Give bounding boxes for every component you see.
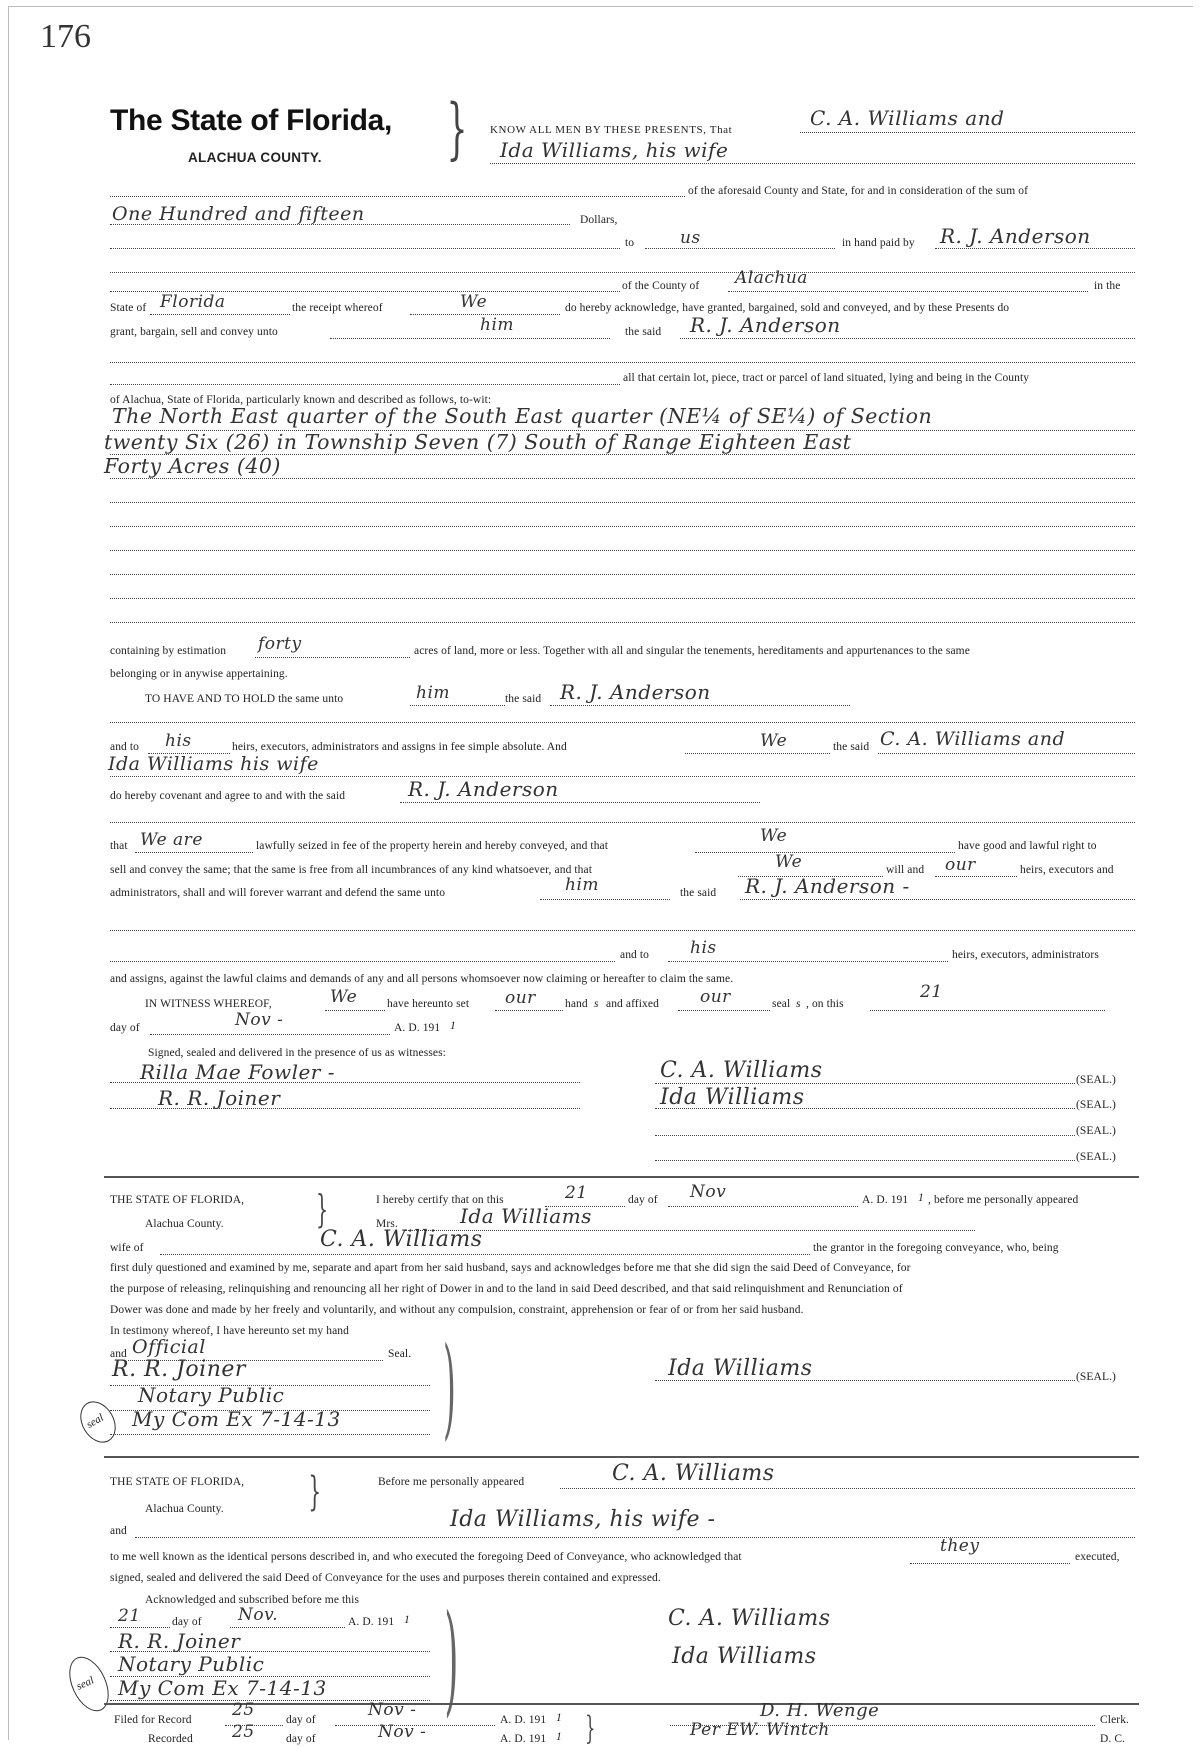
seal-label-3: (SEAL.) [1076, 1125, 1116, 1137]
signer-1: C. A. Williams [660, 1058, 823, 1083]
containing-label: containing by estimation [110, 645, 227, 657]
grantee-name: R. J. Anderson [690, 313, 841, 337]
ack-both-name-2: Ida Williams, his wife - [450, 1507, 716, 1532]
clerk-label: Clerk. [1100, 1714, 1130, 1726]
known-text: to me well known as the identical persons described in, and who executed the foregoing Deed of Conveyance, who acknowledged that [110, 1551, 742, 1563]
covenant-name: R. J. Anderson [408, 777, 559, 801]
ack-wife-month: Nov [690, 1182, 727, 1202]
dotted-line [110, 526, 1135, 527]
dotted-line [255, 657, 410, 658]
claims-text: and assigns, against the lawful claims and demands of any and all persons whomsoever now claiming or hereafter to claim the same. [110, 973, 734, 985]
ack-both-signer-1: C. A. Williams [668, 1606, 831, 1631]
ack-both-brace-right: ) [444, 1590, 459, 1729]
state-title: The State of Florida, [110, 104, 393, 137]
wife-of-label: wife of [110, 1242, 144, 1254]
dotted-line [800, 132, 1135, 133]
county-title: ALACHUA COUNTY. [188, 150, 322, 165]
ack-wife-notary-1: R. R. Joiner [112, 1357, 246, 1382]
dotted-line [490, 163, 1135, 164]
receipt-label: the receipt whereof [292, 302, 383, 314]
dotted-line [668, 961, 948, 962]
ack-wife-ad: A. D. 191 [862, 1194, 909, 1206]
to-have-label: TO HAVE AND TO HOLD the same unto [145, 693, 344, 705]
and-label: and [110, 1348, 127, 1360]
husband-name: C. A. Williams [320, 1227, 483, 1252]
paid-by-name: R. J. Anderson [940, 224, 1091, 248]
seal-label-2: (SEAL.) [1076, 1099, 1116, 1111]
ack-wife-notary-3: My Com Ex 7-14-13 [132, 1407, 341, 1431]
affixed-label: and affixed [606, 998, 659, 1010]
witness-ad-digit: 1 [450, 1020, 456, 1032]
dotted-line [110, 961, 615, 962]
covenants-name: R. J. Anderson - [745, 874, 910, 898]
dotted-line [110, 384, 620, 385]
dotted-line [870, 1010, 1105, 1011]
signed-text: Signed, sealed and delivered in the presence of us as witnesses: [148, 1047, 446, 1059]
witness-name-1: Rilla Mae Fowler - [140, 1060, 335, 1084]
of-alachua-text: of Alachua, State of Florida, particularly known and described as follows, to-wit: [110, 394, 492, 406]
dotted-line [740, 899, 1135, 900]
ack-both-day: 21 [118, 1606, 141, 1626]
seal-label-4: (SEAL.) [1076, 1151, 1116, 1163]
dotted-line [110, 248, 620, 249]
dotted-line [655, 1380, 1075, 1381]
habendum-him: him [416, 683, 451, 703]
ack-wife-seal-brace: ) [443, 1323, 456, 1451]
signer-2: Ida Williams [660, 1085, 805, 1110]
habendum-the-said2: the said [833, 741, 870, 753]
dotted-line [135, 1537, 1135, 1538]
dotted-line [110, 822, 1135, 823]
ack-both-state: THE STATE OF FLORIDA, [110, 1476, 245, 1488]
dotted-line [330, 338, 610, 339]
dotted-line [910, 1563, 1070, 1564]
hand-s: s [594, 998, 599, 1010]
mrs-label: Mrs. [376, 1218, 398, 1230]
dotted-line [230, 1627, 345, 1628]
consideration-amount: One Hundred and fifteen [112, 203, 365, 225]
ack-wife-seal-label: (SEAL.) [1076, 1371, 1116, 1383]
ack-wife-para-2: the purpose of releasing, relinquishing and renouncing all her right of Dower in and to the land in said Deed described, and that said relinquishment and Renunciation of [110, 1283, 903, 1295]
section-divider [104, 1456, 1139, 1458]
ack-both-name-1: C. A. Williams [612, 1461, 775, 1486]
ack-both-month: Nov. [238, 1605, 279, 1625]
ack-wife-brace: } [316, 1187, 329, 1231]
ack-wife-para-1: first duly questioned and examined by me, separate and apart from her said husband, says and acknowledges before me that she did sign the said Deed of Conveyance, for [110, 1262, 911, 1274]
paid-by-label: in hand paid by [842, 237, 915, 249]
ack-both-ad: A. D. 191 [348, 1616, 395, 1628]
stamp-text: seal [74, 1674, 96, 1693]
land-intro: all that certain lot, piece, tract or parcel of land situated, lying and being in the County [623, 372, 1030, 384]
dotted-line [400, 802, 760, 803]
grantors-line2: Ida Williams, his wife [500, 138, 729, 162]
official-text: Official [132, 1336, 206, 1358]
before-appeared-label: , before me personally appeared [928, 1194, 1079, 1206]
stamp-text: seal [84, 1411, 106, 1431]
ack-both-brace: } [308, 1469, 322, 1515]
dotted-line [110, 598, 1135, 599]
dotted-line [150, 1034, 390, 1035]
ack-wife-state: THE STATE OF FLORIDA, [110, 1194, 245, 1206]
land-desc-line3: Forty Acres (40) [104, 454, 281, 478]
dotted-line [655, 1083, 1075, 1084]
ack-both-notary-3: My Com Ex 7-14-13 [118, 1676, 327, 1700]
dotted-line [540, 899, 670, 900]
sell-text: sell and convey the same; that the same is free from all incumbrances of any kind whatsoever, and that [110, 864, 593, 876]
right-text: have good and lawful right to [958, 840, 1097, 852]
dotted-line [405, 1230, 975, 1231]
ack-both-signed: signed, sealed and delivered the said Deed of Conveyance for the uses and purposes therein contained and expressed. [110, 1572, 661, 1584]
him-value: him [480, 315, 515, 335]
habendum-his: his [165, 731, 192, 751]
dotted-line [550, 705, 850, 706]
heirs-text: heirs, executors, administrators and assigns in fee simple absolute. And [232, 741, 567, 753]
dotted-line [135, 852, 253, 853]
consideration-text: of the aforesaid County and State, for and in consideration of the sum of [688, 185, 1029, 197]
executed-label: executed, [1075, 1551, 1120, 1563]
witness-our2: our [700, 987, 731, 1007]
witness-month: Nov - [235, 1010, 284, 1030]
rec-day: 25 [232, 1722, 255, 1742]
dollars-label: Dollars, [580, 214, 618, 226]
acres-text: acres of land, more or less. Together with all and singular the tenements, hereditaments and appurtenances to the same [414, 645, 970, 657]
know-all-text: KNOW ALL MEN BY THESE PRESENTS, That [490, 124, 733, 136]
dotted-line [668, 1206, 858, 1207]
seal-label: seal [772, 998, 791, 1010]
they-value: they [940, 1536, 980, 1556]
ack-both-day-of: day of [172, 1616, 202, 1628]
dotted-line [110, 1082, 580, 1083]
dotted-line [935, 248, 1135, 249]
in-the-label: in the [1094, 280, 1121, 292]
section-divider [104, 1703, 1139, 1705]
seized-text: lawfully seized in fee of the property herein and hereby conveyed, and that [256, 840, 609, 852]
covenants-and-to: and to [620, 949, 650, 961]
covenants-the-said: the said [680, 887, 717, 899]
day-of-label: day of [110, 1022, 140, 1034]
on-this-label: , on this [806, 998, 844, 1010]
covenants-our: our [945, 855, 976, 875]
filed-ad-digit: 1 [556, 1712, 562, 1724]
habendum-the-said: the said [505, 693, 542, 705]
covenants-heirs2: heirs, executors, administrators [952, 949, 1099, 961]
dotted-line [110, 722, 1135, 723]
we-value: We [460, 292, 488, 312]
state-label: State of [110, 302, 147, 314]
dotted-line [110, 502, 1135, 503]
filed-month: Nov - [368, 1700, 417, 1720]
the-said-label: the said [625, 326, 662, 338]
filed-day-of: day of [286, 1714, 316, 1726]
witness-we: We [330, 987, 358, 1007]
ack-wife-day: 21 [565, 1183, 588, 1203]
dotted-line [110, 1108, 580, 1109]
dotted-line [410, 705, 505, 706]
dotted-line [695, 852, 955, 853]
covenants-him: him [565, 875, 600, 895]
dotted-line [110, 196, 685, 197]
filed-label: Filed for Record [114, 1714, 192, 1726]
belonging-text: belonging or in anywise appertaining. [110, 668, 288, 680]
covenant-label: do hereby covenant and agree to and with the said [110, 790, 346, 802]
dotted-line [655, 1135, 1075, 1136]
have-set-label: have hereunto set [387, 998, 470, 1010]
ack-wife-para-3: Dower was done and made by her freely and voluntarily, and without any compulsion, constraint, apprehension or fear of or from her said husband. [110, 1304, 804, 1316]
dotted-line [655, 1108, 1075, 1109]
dotted-line [110, 550, 1135, 551]
ack-both-notary-1: R. R. Joiner [118, 1629, 241, 1653]
ack-wife-notary-2: Notary Public [138, 1383, 285, 1407]
ack-wife-signer: Ida Williams [668, 1356, 813, 1381]
we-are-value: We are [140, 830, 203, 850]
dotted-line [160, 1254, 810, 1255]
habendum-we: We [760, 731, 788, 751]
administrators-text: administrators, shall and will forever warrant and defend the same unto [110, 887, 446, 899]
dotted-line [685, 753, 830, 754]
habendum-grantors1: C. A. Williams and [880, 728, 1066, 750]
state-value: Florida [160, 292, 226, 312]
habendum-grantors2: Ida Williams his wife [108, 753, 319, 775]
dotted-line [110, 362, 1135, 363]
filing-brace: } [585, 1709, 596, 1747]
dotted-line [645, 248, 835, 249]
habendum-name: R. J. Anderson [560, 680, 711, 704]
rec-ad: A. D. 191 [500, 1733, 547, 1745]
dc-label: D. C. [1100, 1733, 1126, 1745]
rec-month: Nov - [378, 1722, 427, 1742]
county-value: Alachua [735, 268, 808, 288]
ack-both-and: and [110, 1525, 127, 1537]
land-desc-line1: The North East quarter of the South East quarter (NE¼ of SE¼) of Section [112, 404, 933, 428]
ack-both-signer-2: Ida Williams [672, 1644, 817, 1669]
dotted-line [935, 876, 1017, 877]
grant-label: grant, bargain, sell and convey unto [110, 326, 278, 338]
clerk-name: D. H. Wenge [760, 1700, 880, 1721]
witness-day: 21 [920, 982, 943, 1002]
section-divider [104, 1176, 1139, 1178]
before-me-label: Before me personally appeared [378, 1476, 525, 1488]
ack-wife-day-of: day of [628, 1194, 658, 1206]
dc-name: Per EW. Wintch [690, 1720, 830, 1740]
dotted-line [878, 753, 1135, 754]
mrs-name: Ida Williams [460, 1204, 592, 1228]
dotted-line [655, 1160, 1075, 1161]
rec-day-of: day of [286, 1733, 316, 1745]
seal-s: s [796, 998, 801, 1010]
dotted-line [495, 1010, 563, 1011]
dotted-line [110, 776, 1135, 777]
hand-label: hand [565, 998, 588, 1010]
filed-day: 25 [232, 1700, 255, 1720]
acknowledge-text: do hereby acknowledge, have granted, bargained, sold and conveyed, and by these Presents do [565, 302, 1010, 314]
ack-wife-county: Alachua County. [145, 1218, 224, 1230]
will-and-label: will and [886, 864, 925, 876]
dotted-line [325, 1010, 385, 1011]
dotted-line [110, 574, 1135, 575]
dotted-line [728, 291, 1088, 292]
and-to-label: and to [110, 741, 140, 753]
filed-ad: A. D. 191 [500, 1714, 547, 1726]
grantors-line1: C. A. Williams and [810, 106, 1005, 130]
land-desc-line2: twenty Six (26) in Township Seven (7) South of Range Eighteen East [104, 430, 852, 454]
dotted-line [560, 1488, 1135, 1489]
dotted-line [110, 272, 1135, 273]
grantor-text: the grantor in the foregoing conveyance, who, being [813, 1242, 1059, 1254]
testimony-text: In testimony whereof, I have hereunto set my hand [110, 1325, 349, 1337]
dotted-line [110, 224, 570, 225]
acres-value: forty [258, 634, 302, 654]
dotted-line [150, 314, 290, 315]
witness-ad: A. D. 191 [394, 1022, 441, 1034]
certify-label: I hereby certify that on this [376, 1194, 504, 1206]
witness-our: our [505, 988, 536, 1008]
ack-both-notary-2: Notary Public [118, 1652, 265, 1676]
covenants-his: his [690, 938, 717, 958]
page-number: 176 [40, 18, 91, 55]
dotted-line [110, 1627, 170, 1628]
ack-both-county: Alachua County. [145, 1503, 224, 1515]
recorded-label: Recorded [148, 1733, 193, 1745]
dotted-line [110, 1434, 430, 1435]
dotted-line [678, 1010, 770, 1011]
to-whom: us [680, 228, 701, 248]
rec-ad-digit: 1 [556, 1731, 562, 1743]
ack-wife-ad-digit: 1 [918, 1192, 924, 1204]
to-label: to [625, 237, 635, 249]
seal-word: Seal. [388, 1348, 412, 1360]
of-county-label: of the County of [622, 280, 700, 292]
header-brace: } [446, 90, 468, 167]
dotted-line [110, 622, 1135, 623]
heirs-and-text: heirs, executors and [1020, 864, 1114, 876]
acknowledged-label: Acknowledged and subscribed before me this [145, 1594, 360, 1606]
in-witness-label: IN WITNESS WHEREOF, [145, 998, 272, 1010]
dotted-line [110, 478, 1135, 479]
dotted-line [680, 338, 1135, 339]
seal-label-1: (SEAL.) [1076, 1074, 1116, 1086]
covenants-we1: We [760, 826, 788, 846]
covenants-we2: We [775, 852, 803, 872]
witness-name-2: R. R. Joiner [158, 1086, 281, 1110]
ack-both-ad-digit: 1 [404, 1614, 410, 1626]
dotted-line [110, 930, 1135, 931]
that-label: that [110, 840, 128, 852]
